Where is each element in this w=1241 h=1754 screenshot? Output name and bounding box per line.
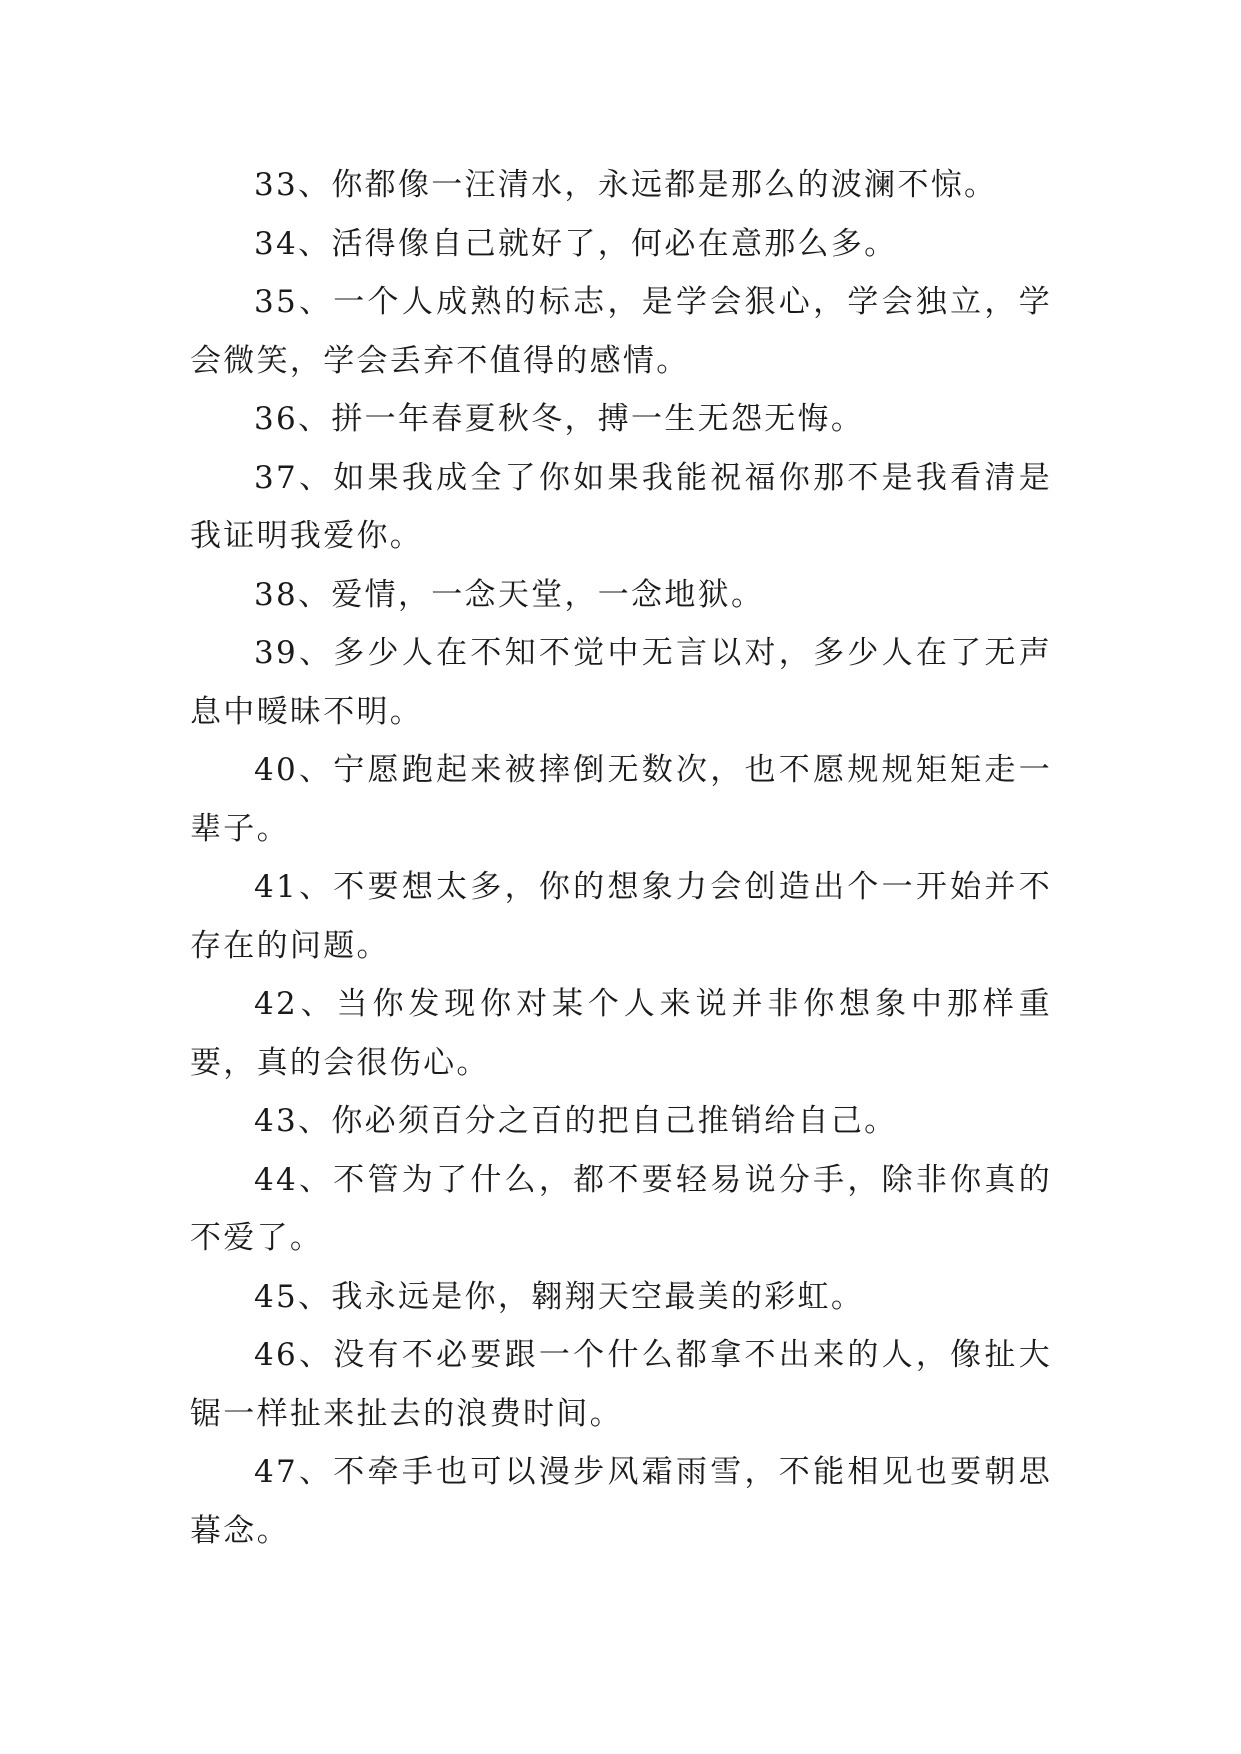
document-body: [190, 156, 1052, 1560]
paragraph-44: 44、不管为了什么，都不要轻易说分手，除非你真的不爱了。: [190, 1161, 1052, 1256]
paragraph-37: 37、如果我成全了你如果我能祝福你那不是我看清是我证明我爱你。: [190, 459, 1052, 554]
paragraph-35: 35、一个人成熟的标志，是学会狠心，学会独立，学会微笑，学会丢弃不值得的感情。: [190, 284, 1052, 379]
paragraph-39: 39、多少人在不知不觉中无言以对，多少人在了无声息中暧昧不明。: [190, 635, 1052, 730]
paragraph-43: 43、你必须百分之百的把自己推销给自己。: [254, 1103, 898, 1139]
paragraph-40: 40、宁愿跑起来被摔倒无数次，也不愿规规矩矩走一辈子。: [190, 752, 1052, 847]
paragraph-45: 45、我永远是你，翱翔天空最美的彩虹。: [254, 1278, 865, 1315]
paragraph-33: 33、你都像一汪清水，永远都是那么的波澜不惊。: [254, 167, 998, 203]
paragraph-38: 38、爱情，一念天堂，一念地狱。: [254, 576, 765, 613]
paragraph-47: 47、不牵手也可以漫步风霜雨雪，不能相见也要朝思暮念。: [190, 1454, 1052, 1549]
paragraph-36: 36、拼一年春夏秋冬，搏一生无怨无悔。: [254, 401, 865, 437]
paragraph-41: 41、不要想太多，你的想象力会创造出个一开始并不存在的问题。: [190, 869, 1052, 964]
paragraph-46: 46、没有不必要跟一个什么都拿不出来的人，像扯大锯一样扯来扯去的浪费时间。: [190, 1337, 1052, 1432]
paragraph-42: 42、当你发现你对某个人来说并非你想象中那样重要，真的会很伤心。: [190, 986, 1052, 1081]
paragraph-34: 34、活得像自己就好了，何必在意那么多。: [254, 225, 898, 262]
